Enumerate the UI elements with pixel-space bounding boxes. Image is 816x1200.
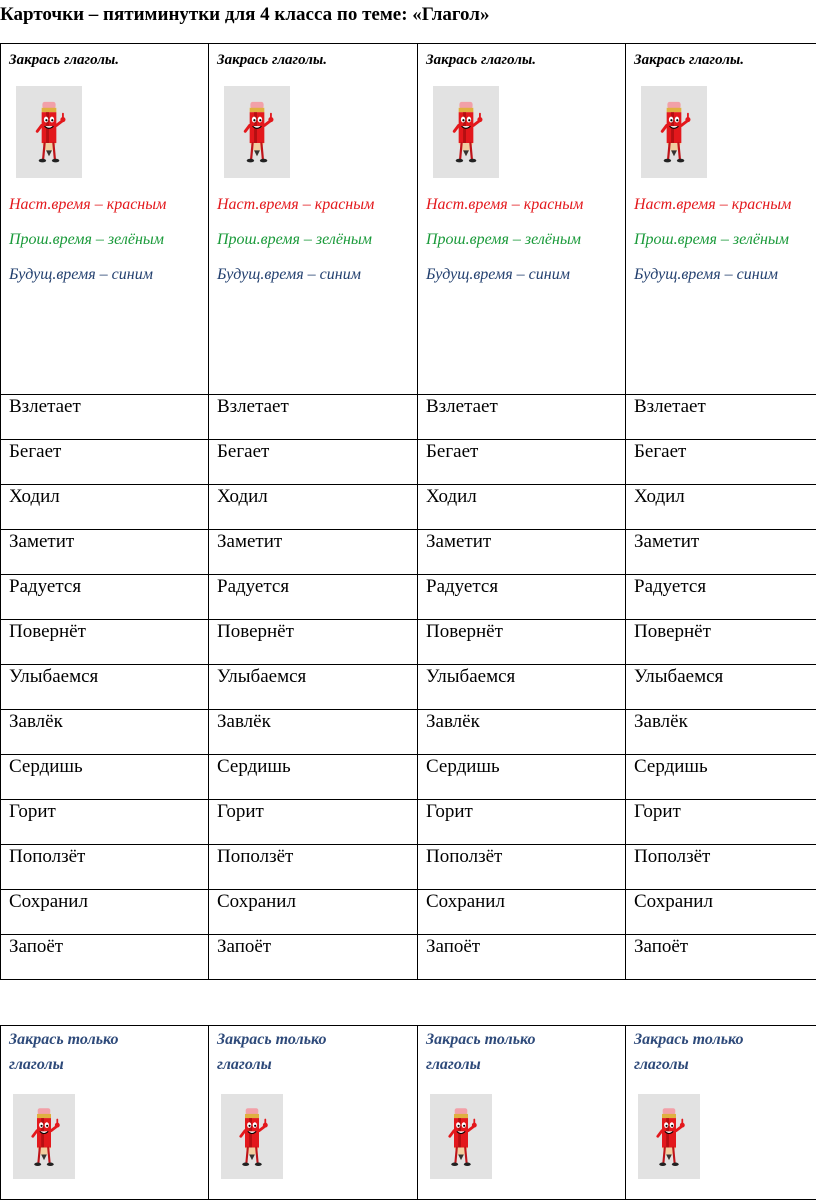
word-cell[interactable] xyxy=(1,575,209,620)
word-cell[interactable] xyxy=(626,620,816,665)
pencil-mascot-icon xyxy=(16,86,82,178)
legend-future: Будущ.время – синим xyxy=(426,266,570,283)
word-cell[interactable] xyxy=(418,890,626,935)
word-text: Сердишь xyxy=(217,756,291,777)
word-cell[interactable] xyxy=(418,485,626,530)
word-text: Сердишь xyxy=(9,756,83,777)
table-row xyxy=(1,395,816,440)
word-text: Повернёт xyxy=(426,621,503,642)
word-cell[interactable] xyxy=(626,395,816,440)
pencil-mascot-icon xyxy=(430,1094,492,1179)
word-cell[interactable] xyxy=(626,755,816,800)
legend-past: Прош.время – зелёным xyxy=(634,231,789,248)
word-text: Завлёк xyxy=(426,711,480,732)
word-cell[interactable] xyxy=(1,485,209,530)
table-row xyxy=(1,935,816,980)
word-text: Завлёк xyxy=(634,711,688,732)
word-text: Горит xyxy=(426,801,473,822)
word-text: Запоёт xyxy=(9,936,64,957)
word-cell[interactable] xyxy=(209,665,418,710)
word-text: Сохранил xyxy=(426,891,505,912)
word-text: Радуется xyxy=(9,576,82,597)
word-cell[interactable] xyxy=(209,440,418,485)
word-cell[interactable] xyxy=(209,800,418,845)
word-cell[interactable] xyxy=(209,530,418,575)
table-row xyxy=(1,575,816,620)
legend-past: Прош.время – зелёным xyxy=(426,231,581,248)
card-instruction: Закрась глаголы. xyxy=(217,52,328,68)
card2-header-cell xyxy=(209,1026,418,1200)
word-text: Поползёт xyxy=(634,846,711,867)
word-text: Бегает xyxy=(426,441,479,462)
word-cell[interactable] xyxy=(626,935,816,980)
word-text: Повернёт xyxy=(634,621,711,642)
cards-table xyxy=(0,43,816,980)
word-text: Заметит xyxy=(634,531,700,552)
word-text: Улыбаемся xyxy=(9,666,99,687)
word-cell[interactable] xyxy=(1,665,209,710)
word-text: Взлетает xyxy=(217,396,289,417)
word-cell[interactable] xyxy=(1,845,209,890)
table-row xyxy=(1,890,816,935)
word-cell[interactable] xyxy=(626,440,816,485)
card2-header-cell xyxy=(418,1026,626,1200)
word-text: Горит xyxy=(217,801,264,822)
card2-instruction-line1: Закрась только xyxy=(9,1031,119,1048)
word-text: Бегает xyxy=(9,441,62,462)
card-instruction: Закрась глаголы. xyxy=(426,52,537,68)
word-text: Взлетает xyxy=(9,396,81,417)
word-text: Взлетает xyxy=(634,396,706,417)
word-text: Ходил xyxy=(217,486,268,507)
card2-instruction xyxy=(426,1027,625,1077)
card-header-cell xyxy=(418,44,626,395)
word-text: Сердишь xyxy=(426,756,500,777)
card-instruction: Закрась глаголы. xyxy=(634,52,745,68)
word-text: Бегает xyxy=(634,441,687,462)
word-cell[interactable] xyxy=(1,620,209,665)
word-cell[interactable] xyxy=(209,935,418,980)
word-cell[interactable] xyxy=(418,710,626,755)
word-cell[interactable] xyxy=(1,800,209,845)
legend-future: Будущ.время – синим xyxy=(9,266,153,283)
word-cell[interactable] xyxy=(418,755,626,800)
word-cell[interactable] xyxy=(418,845,626,890)
word-text: Ходил xyxy=(634,486,685,507)
table-row xyxy=(1,440,816,485)
word-text: Повернёт xyxy=(9,621,86,642)
word-text: Завлёк xyxy=(9,711,63,732)
word-text: Взлетает xyxy=(426,396,498,417)
word-text: Улыбаемся xyxy=(217,666,307,687)
legend-future: Будущ.время – синим xyxy=(634,266,778,283)
word-text: Радуется xyxy=(634,576,707,597)
word-text: Радуется xyxy=(217,576,290,597)
table-row xyxy=(1,755,816,800)
card2-instruction-line2: глаголы xyxy=(217,1056,272,1073)
word-cell[interactable] xyxy=(418,440,626,485)
word-text: Бегает xyxy=(217,441,270,462)
word-text: Заметит xyxy=(217,531,283,552)
pencil-mascot-icon xyxy=(224,86,290,178)
word-cell[interactable] xyxy=(418,395,626,440)
legend-present: Наст.время – красным xyxy=(217,196,375,213)
card2-instruction-line2: глаголы xyxy=(634,1056,689,1073)
word-text: Запоёт xyxy=(217,936,272,957)
word-text: Горит xyxy=(634,801,681,822)
card-instruction: Закрась глаголы. xyxy=(9,52,120,68)
word-cell[interactable] xyxy=(1,755,209,800)
word-cell[interactable] xyxy=(418,530,626,575)
legend-present: Наст.время – красным xyxy=(9,196,167,213)
word-cell[interactable] xyxy=(1,935,209,980)
card-header-cell xyxy=(626,44,816,395)
word-cell[interactable] xyxy=(209,755,418,800)
word-text: Заметит xyxy=(9,531,75,552)
legend-past: Прош.время – зелёным xyxy=(217,231,372,248)
word-cell[interactable] xyxy=(1,530,209,575)
legend-present: Наст.время – красным xyxy=(426,196,584,213)
word-cell[interactable] xyxy=(209,845,418,890)
page-title: Карточки – пятиминутки для 4 класса по теме: «Глагол» xyxy=(0,4,490,25)
word-cell[interactable] xyxy=(626,710,816,755)
word-cell[interactable] xyxy=(626,575,816,620)
word-cell[interactable] xyxy=(209,710,418,755)
card2-header-cell xyxy=(626,1026,816,1200)
word-text: Радуется xyxy=(426,576,499,597)
card2-instruction xyxy=(217,1027,417,1077)
legend-past: Прош.время – зелёным xyxy=(9,231,164,248)
word-cell[interactable] xyxy=(209,395,418,440)
word-text: Повернёт xyxy=(217,621,294,642)
word-text: Улыбаемся xyxy=(634,666,724,687)
pencil-mascot-icon xyxy=(638,1094,700,1179)
card2-instruction-line1: Закрась только xyxy=(426,1031,536,1048)
word-text: Запоёт xyxy=(426,936,481,957)
word-text: Завлёк xyxy=(217,711,271,732)
word-text: Сердишь xyxy=(634,756,708,777)
word-cell[interactable] xyxy=(418,935,626,980)
card-header-cell xyxy=(209,44,418,395)
word-text: Поползёт xyxy=(426,846,503,867)
legend-present: Наст.время – красным xyxy=(634,196,792,213)
pencil-mascot-icon xyxy=(433,86,499,178)
table-row xyxy=(1,530,816,575)
card2-instruction-line2: глаголы xyxy=(9,1056,64,1073)
card2-header-cell xyxy=(1,1026,209,1200)
word-cell[interactable] xyxy=(626,665,816,710)
word-cell[interactable] xyxy=(626,890,816,935)
word-text: Поползёт xyxy=(9,846,86,867)
word-text: Сохранил xyxy=(217,891,296,912)
word-cell[interactable] xyxy=(626,530,816,575)
table-row xyxy=(1,710,816,755)
legend-future: Будущ.время – синим xyxy=(217,266,361,283)
card2-instruction xyxy=(9,1027,208,1077)
word-cell[interactable] xyxy=(626,800,816,845)
table-row xyxy=(1,800,816,845)
word-text: Улыбаемся xyxy=(426,666,516,687)
card-header-cell xyxy=(1,44,209,395)
cards-table-2 xyxy=(0,1025,816,1200)
word-cell[interactable] xyxy=(418,575,626,620)
word-cell[interactable] xyxy=(209,575,418,620)
table-row xyxy=(1,665,816,710)
word-text: Запоёт xyxy=(634,936,689,957)
word-cell[interactable] xyxy=(1,440,209,485)
word-cell[interactable] xyxy=(1,395,209,440)
word-cell[interactable] xyxy=(626,845,816,890)
table-row xyxy=(1,620,816,665)
table-row xyxy=(1,485,816,530)
card2-instruction-line2: глаголы xyxy=(426,1056,481,1073)
word-cell[interactable] xyxy=(209,890,418,935)
word-cell[interactable] xyxy=(418,620,626,665)
word-text: Поползёт xyxy=(217,846,294,867)
word-text: Ходил xyxy=(9,486,60,507)
word-text: Заметит xyxy=(426,531,492,552)
card2-instruction xyxy=(634,1027,816,1077)
word-text: Сохранил xyxy=(9,891,88,912)
pencil-mascot-icon xyxy=(13,1094,75,1179)
word-text: Ходил xyxy=(426,486,477,507)
word-text: Горит xyxy=(9,801,56,822)
word-cell[interactable] xyxy=(1,710,209,755)
card2-instruction-line1: Закрась только xyxy=(634,1031,744,1048)
pencil-mascot-icon xyxy=(221,1094,283,1179)
word-cell[interactable] xyxy=(209,620,418,665)
pencil-mascot-icon xyxy=(641,86,707,178)
card2-instruction-line1: Закрась только xyxy=(217,1031,327,1048)
table-row xyxy=(1,845,816,890)
word-cell[interactable] xyxy=(418,665,626,710)
word-cell[interactable] xyxy=(418,800,626,845)
word-cell[interactable] xyxy=(1,890,209,935)
word-text: Сохранил xyxy=(634,891,713,912)
word-cell[interactable] xyxy=(626,485,816,530)
word-cell[interactable] xyxy=(209,485,418,530)
